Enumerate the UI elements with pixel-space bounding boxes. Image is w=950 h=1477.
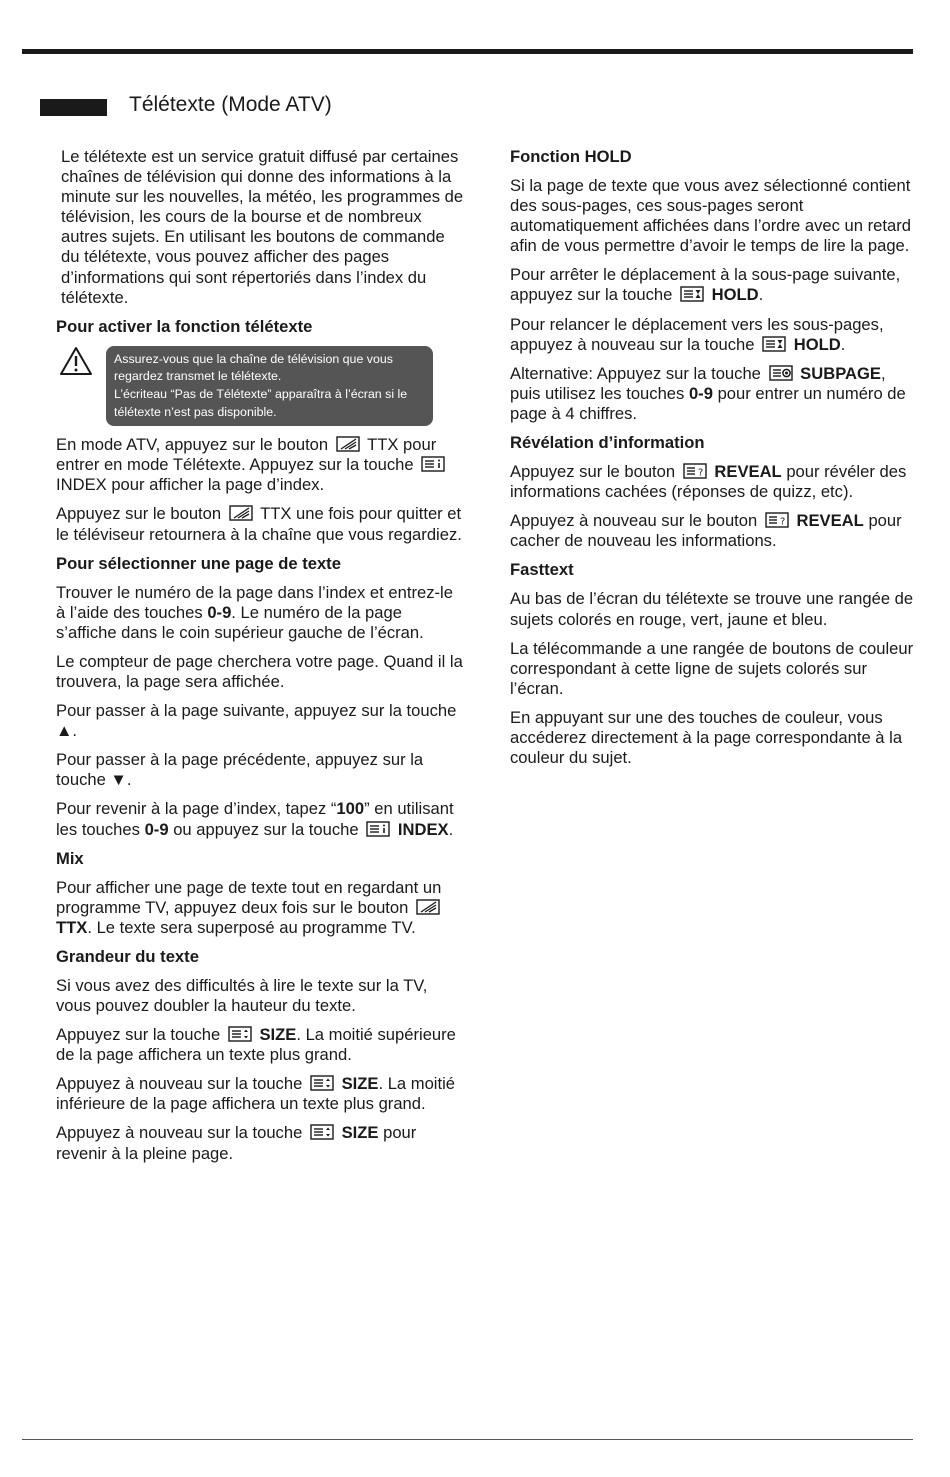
svg-text:?: ? xyxy=(697,467,704,479)
paragraph-atv xyxy=(56,435,466,495)
text: Pour afficher une page de texte tout en regardant un programme TV, appuyez deux fois sur le bouton xyxy=(56,877,442,917)
ttx-key-icon xyxy=(336,436,360,452)
text: En mode ATV, appuyez sur le bouton xyxy=(56,435,329,455)
text: . xyxy=(840,334,846,354)
heading-reveal: Révélation d’information xyxy=(510,433,705,453)
text: Appuyez à nouveau sur le bouton xyxy=(510,511,758,531)
text: Pour revenir à la page d’index, tapez “ xyxy=(56,799,337,819)
key-label: 0-9 xyxy=(144,819,169,839)
key-label: INDEX xyxy=(397,819,449,839)
text: INDEX pour afficher la page d’index. xyxy=(56,475,325,495)
paragraph-size-2 xyxy=(56,1074,466,1114)
text: pour entrer un numéro de page à 4 chiffres. xyxy=(510,383,906,423)
text: Appuyez à nouveau sur la touche xyxy=(56,1074,303,1094)
key-label: SIZE xyxy=(259,1025,297,1045)
key-label: 0-9 xyxy=(688,383,713,403)
paragraph-size-intro: Si vous avez des difficultés à lire le texte sur la TV, vous pouvez doubler la hauteur du texte. xyxy=(56,975,428,1015)
paragraph-stop xyxy=(510,265,915,305)
key-label: SUBPAGE xyxy=(800,363,881,383)
paragraph-next: Pour passer à la page suivante, appuyez sur la touche ▲. xyxy=(56,701,457,741)
section-marker xyxy=(40,99,107,116)
top-rule xyxy=(22,49,913,54)
size-key-icon xyxy=(228,1026,252,1042)
text: TTX une fois pour quitter et le téléviseur retournera à la chaîne que vous regardiez. xyxy=(56,504,462,544)
text: . Le numéro de la page s’affiche dans le coin supérieur gauche de l’écran. xyxy=(56,602,424,642)
page-title: Télétexte (Mode ATV) xyxy=(129,93,332,116)
text: Appuyez sur le bouton xyxy=(56,504,222,524)
text: . La moitié inférieure de la page affichera un texte plus grand. xyxy=(56,1074,456,1114)
ttx-key-icon xyxy=(416,899,440,915)
key-label: TTX xyxy=(56,917,88,937)
paragraph-reveal-2 xyxy=(510,511,915,551)
key-label: 0-9 xyxy=(207,602,232,622)
heading-activate: Pour activer la fonction télétexte xyxy=(56,316,313,336)
index-key-icon xyxy=(421,456,445,472)
paragraph-fasttext-1: Au bas de l’écran du télétexte se trouve une rangée de sujets colorés en rouge, vert, jaune et bleu. xyxy=(510,589,914,629)
text: pour revenir à la pleine page. xyxy=(56,1123,417,1163)
key-label: HOLD xyxy=(711,285,759,305)
warning-note xyxy=(56,346,466,426)
paragraph-hold: Si la page de texte que vous avez sélectionné contient des sous-pages, ces sous-pages seront automatiquement affichées dans l’ordre avec un retard afin de vous permettre d’avoir le temps de lire la page. xyxy=(510,176,911,256)
key-label: SIZE xyxy=(341,1123,379,1143)
paragraph-quit xyxy=(56,504,466,544)
heading-select: Pour sélectionner une page de texte xyxy=(56,553,341,573)
text: Alternative: Appuyez sur la touche xyxy=(510,363,761,383)
right-column xyxy=(510,147,915,777)
subpage-key-icon xyxy=(769,365,793,381)
heading-size: Grandeur du texte xyxy=(56,946,199,966)
key-label: SIZE xyxy=(341,1074,379,1094)
paragraph-counter: Le compteur de page cherchera votre page. Quand il la trouvera, la page sera affichée. xyxy=(56,651,463,691)
reveal-key-icon xyxy=(765,512,789,528)
text: pour cacher de nouveau les informations. xyxy=(510,511,902,551)
paragraph-size-3 xyxy=(56,1123,466,1163)
paragraph-mix xyxy=(56,878,466,938)
text: Pour arrêter le déplacement à la sous-page suivante, appuyez sur la touche xyxy=(510,265,901,305)
text: Appuyez sur la touche xyxy=(56,1025,221,1045)
key-label: REVEAL xyxy=(796,511,864,531)
paragraph-size-1 xyxy=(56,1025,466,1065)
paragraph-prev: Pour passer à la page précédente, appuyez sur la touche ▼. xyxy=(56,750,424,790)
text: . xyxy=(448,819,454,839)
note-line-2: L’écriteau “Pas de Télétexte” apparaîtra à l’écran si le télétexte n’est pas disponible. xyxy=(114,386,408,419)
text: , puis utilisez les touches xyxy=(510,363,886,403)
text: TTX pour entrer en mode Télétexte. Appuyez sur la touche xyxy=(56,435,437,475)
text: . xyxy=(758,285,764,305)
note-line-1: Assurez-vous que la chaîne de télévision que vous regardez transmet le télétexte. xyxy=(114,351,393,384)
text: Appuyez sur le bouton xyxy=(510,462,676,482)
text: . Le texte sera superposé au programme TV. xyxy=(87,917,416,937)
key-label: REVEAL xyxy=(714,462,782,482)
svg-text:?: ? xyxy=(779,516,786,528)
heading-hold: Fonction HOLD xyxy=(510,147,632,166)
heading-mix: Mix xyxy=(56,848,84,868)
text: pour révéler des informations cachées (réponses de quizz, etc). xyxy=(510,462,907,502)
left-column xyxy=(56,147,466,1173)
text: ou appuyez sur la touche xyxy=(173,819,359,839)
paragraph-fasttext-3: En appuyant sur une des touches de couleur, vous accéderez directement à la page correspondante à la couleur du sujet. xyxy=(510,707,903,768)
text: Trouver le numéro de la page dans l’index et entrez-le à l’aide des touches xyxy=(56,582,453,622)
key-label: 100 xyxy=(336,799,365,819)
paragraph-resume xyxy=(510,315,915,355)
index-key-icon xyxy=(366,821,390,837)
bottom-rule xyxy=(22,1439,913,1440)
paragraph-fasttext-2: La télécommande a une rangée de boutons de couleur correspondant à cette ligne de sujets colorés sur l’écran. xyxy=(510,638,914,698)
text: Appuyez à nouveau sur la touche xyxy=(56,1123,303,1143)
paragraph-find xyxy=(56,583,466,643)
text: Pour relancer le déplacement vers les sous-pages, appuyez à nouveau sur la touche xyxy=(510,314,884,354)
hold-key-icon xyxy=(762,336,786,352)
paragraph-reveal-1 xyxy=(510,462,915,502)
ttx-key-icon xyxy=(229,505,253,521)
size-key-icon xyxy=(310,1075,334,1091)
intro-paragraph: Le télétexte est un service gratuit diffusé par certaines chaînes de télévision qui donne des informations à la minute sur les nouvelles, la météo, les programmes de télévision, les cours de la bourse et de nombreux autres sujets. En utilisant les boutons de commande du télétexte, vous pouvez afficher des pages d’informations qui sont répertoriés dans l’index du télétexte. xyxy=(61,147,464,307)
paragraph-alternative xyxy=(510,364,915,424)
text: ” en utilisant les touches xyxy=(56,799,454,839)
reveal-key-icon xyxy=(683,463,707,479)
text: . La moitié supérieure de la page affichera un texte plus grand. xyxy=(56,1025,456,1065)
note-box xyxy=(106,346,433,426)
hold-key-icon xyxy=(680,286,704,302)
warning-icon xyxy=(56,346,96,376)
heading-fasttext: Fasttext xyxy=(510,560,574,580)
paragraph-index xyxy=(56,799,466,839)
size-key-icon xyxy=(310,1124,334,1140)
key-label: HOLD xyxy=(793,334,841,354)
